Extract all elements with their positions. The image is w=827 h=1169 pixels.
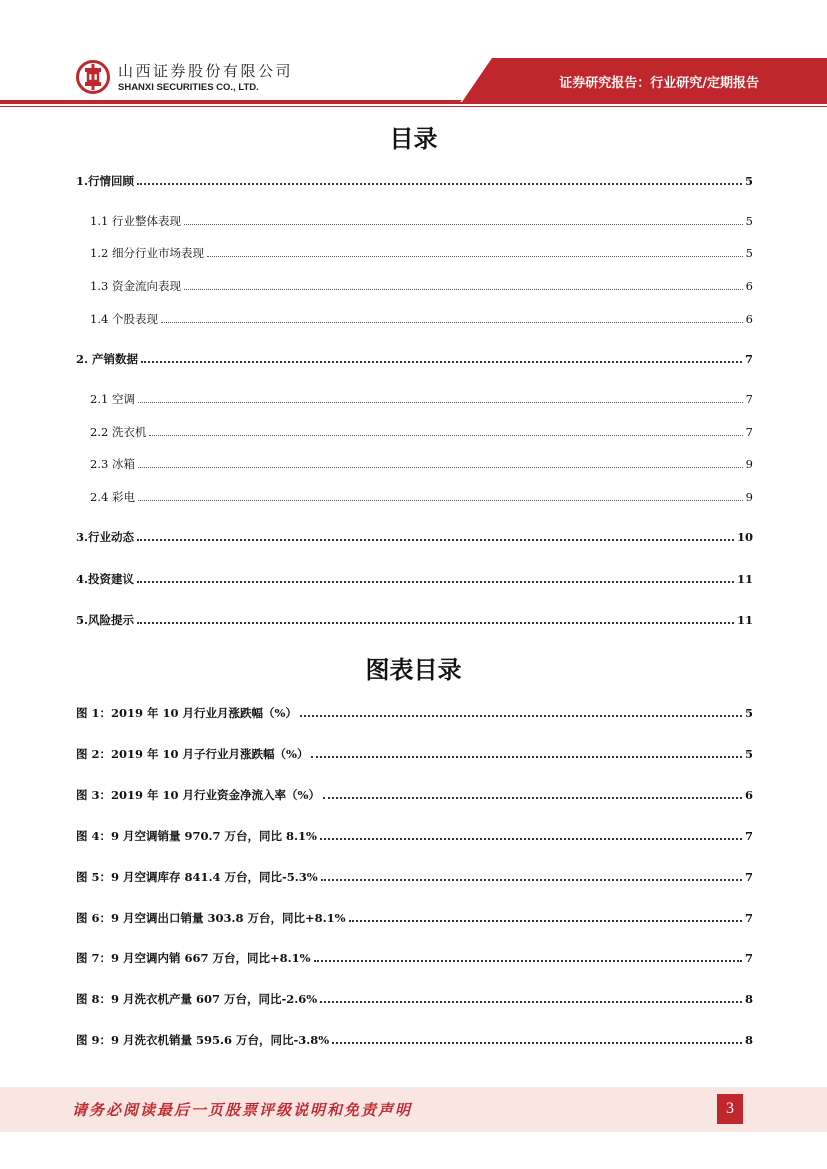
toc-entry-label: 1.行情回顾 — [76, 174, 135, 188]
dot-leader — [137, 612, 734, 624]
dot-leader — [207, 246, 743, 257]
dot-leader — [349, 910, 742, 922]
figure-entry[interactable] — [76, 991, 753, 1007]
header-rule-thin — [0, 106, 827, 107]
toc-entry-page: 9 — [745, 457, 753, 471]
figure-entry[interactable] — [76, 950, 753, 966]
page-header — [0, 0, 827, 106]
figure-entry-label: 图 9：9 月洗衣机销量 595.6 万台，同比-3.8% — [76, 1033, 330, 1047]
toc-entry-page: 6 — [745, 279, 753, 293]
toc-entry-label: 2.4 彩电 — [90, 490, 135, 504]
shanxi-securities-logo-icon — [76, 60, 110, 94]
figure-entry-label: 图 8：9 月洗衣机产量 607 万台，同比-2.6% — [76, 992, 318, 1006]
toc-entry-label: 1.4 个股表现 — [90, 312, 158, 326]
dot-leader — [321, 869, 742, 881]
figure-entry-page: 5 — [744, 706, 753, 720]
toc-entry-page: 11 — [736, 613, 753, 627]
toc-entry-page: 7 — [745, 425, 753, 439]
dot-leader — [137, 571, 734, 583]
toc-entry-page: 11 — [736, 572, 753, 586]
toc-entry-label: 1.3 资金流向表现 — [90, 279, 181, 293]
figure-entry-page: 8 — [744, 992, 753, 1006]
toc-entry-label: 4.投资建议 — [76, 572, 135, 586]
toc-entry-label: 5.风险提示 — [76, 613, 135, 627]
figure-entry[interactable] — [76, 869, 753, 885]
toc-entry[interactable] — [76, 173, 753, 189]
figure-entry-label: 图 2：2019 年 10 月子行业月涨跌幅（%） — [76, 747, 309, 761]
figure-entry-label: 图 5：9 月空调库存 841.4 万台，同比-5.3% — [76, 870, 318, 884]
figure-entry-page: 7 — [744, 829, 753, 843]
figure-entry-label: 图 3：2019 年 10 月行业资金净流入率（%） — [76, 788, 320, 802]
toc-entry-page: 5 — [745, 246, 753, 260]
report-type-label: 证券研究报告：行业研究/定期报告 — [559, 76, 759, 91]
figure-entry[interactable] — [76, 828, 753, 844]
toc-entry[interactable] — [76, 612, 753, 628]
figure-entry-page: 8 — [744, 1033, 753, 1047]
disclaimer-notice: 请务必阅读最后一页股票评级说明和免责声明 — [72, 1101, 413, 1119]
figure-list-title: 图表目录 — [365, 656, 462, 684]
toc-title: 目录 — [389, 125, 438, 153]
toc-entry-label: 2.1 空调 — [90, 392, 135, 406]
figure-entry-label: 图 7：9 月空调内销 667 万台，同比+8.1% — [76, 951, 311, 965]
dot-leader — [149, 425, 742, 436]
dot-leader — [138, 490, 743, 501]
figure-entry[interactable] — [76, 787, 753, 803]
toc-subentry[interactable] — [90, 391, 753, 407]
toc-entry-label: 2.3 冰箱 — [90, 457, 135, 471]
figure-entry-page: 7 — [744, 911, 753, 925]
dot-leader — [137, 529, 734, 541]
dot-leader — [141, 351, 742, 363]
figure-entry[interactable] — [76, 910, 753, 926]
dot-leader — [184, 279, 743, 290]
toc-entry[interactable] — [76, 571, 753, 587]
toc-subentry[interactable] — [90, 278, 753, 294]
toc-entry-label: 1.2 细分行业市场表现 — [90, 246, 204, 260]
toc-subentry[interactable] — [90, 245, 753, 261]
toc-entry-page: 5 — [745, 214, 753, 228]
toc-entry-page: 10 — [736, 530, 753, 544]
figure-entry-label: 图 1：2019 年 10 月行业月涨跌幅（%） — [76, 706, 297, 720]
toc-entry-page: 9 — [745, 490, 753, 504]
toc-entry-label: 3.行业动态 — [76, 530, 135, 544]
figure-entry-label: 图 4：9 月空调销量 970.7 万台，同比 8.1% — [76, 829, 317, 843]
toc-subentry[interactable] — [90, 456, 753, 472]
toc-subentry[interactable] — [90, 311, 753, 327]
page-number: 3 — [717, 1094, 743, 1124]
toc-entry-page: 7 — [744, 352, 753, 366]
toc-entry-page: 6 — [745, 312, 753, 326]
toc-subentry[interactable] — [90, 213, 753, 229]
figure-entry-page: 7 — [744, 951, 753, 965]
figure-entry[interactable] — [76, 1032, 753, 1048]
dot-leader — [311, 746, 742, 758]
dot-leader — [184, 214, 743, 225]
dot-leader — [314, 950, 742, 962]
toc-entry[interactable] — [76, 529, 753, 545]
toc-entry-label: 2. 产销数据 — [76, 352, 139, 366]
dot-leader — [138, 457, 743, 468]
figure-entry[interactable] — [76, 705, 753, 721]
toc-entry[interactable] — [76, 351, 753, 367]
figure-entry[interactable] — [76, 746, 753, 762]
toc-subentry[interactable] — [90, 489, 753, 505]
header-rule — [0, 102, 827, 104]
figure-entry-page: 7 — [744, 870, 753, 884]
figure-entry-label: 图 6：9 月空调出口销量 303.8 万台，同比+8.1% — [76, 911, 346, 925]
figure-entry-page: 5 — [744, 747, 753, 761]
company-name-en: SHANXI SECURITIES CO., LTD. — [118, 82, 259, 93]
company-name-cn: 山西证券股份有限公司 — [118, 62, 294, 80]
toc-entry-page: 5 — [744, 174, 753, 188]
dot-leader — [320, 828, 742, 840]
dot-leader — [323, 787, 742, 799]
dot-leader — [332, 1032, 742, 1044]
toc-entry-page: 7 — [745, 392, 753, 406]
dot-leader — [138, 392, 743, 403]
figure-entry-page: 6 — [744, 788, 753, 802]
toc-entry-label: 2.2 洗衣机 — [90, 425, 147, 439]
toc-subentry[interactable] — [90, 424, 753, 440]
dot-leader — [320, 991, 742, 1003]
dot-leader — [300, 705, 742, 717]
dot-leader — [161, 312, 743, 323]
dot-leader — [137, 173, 742, 185]
toc-entry-label: 1.1 行业整体表现 — [90, 214, 181, 228]
